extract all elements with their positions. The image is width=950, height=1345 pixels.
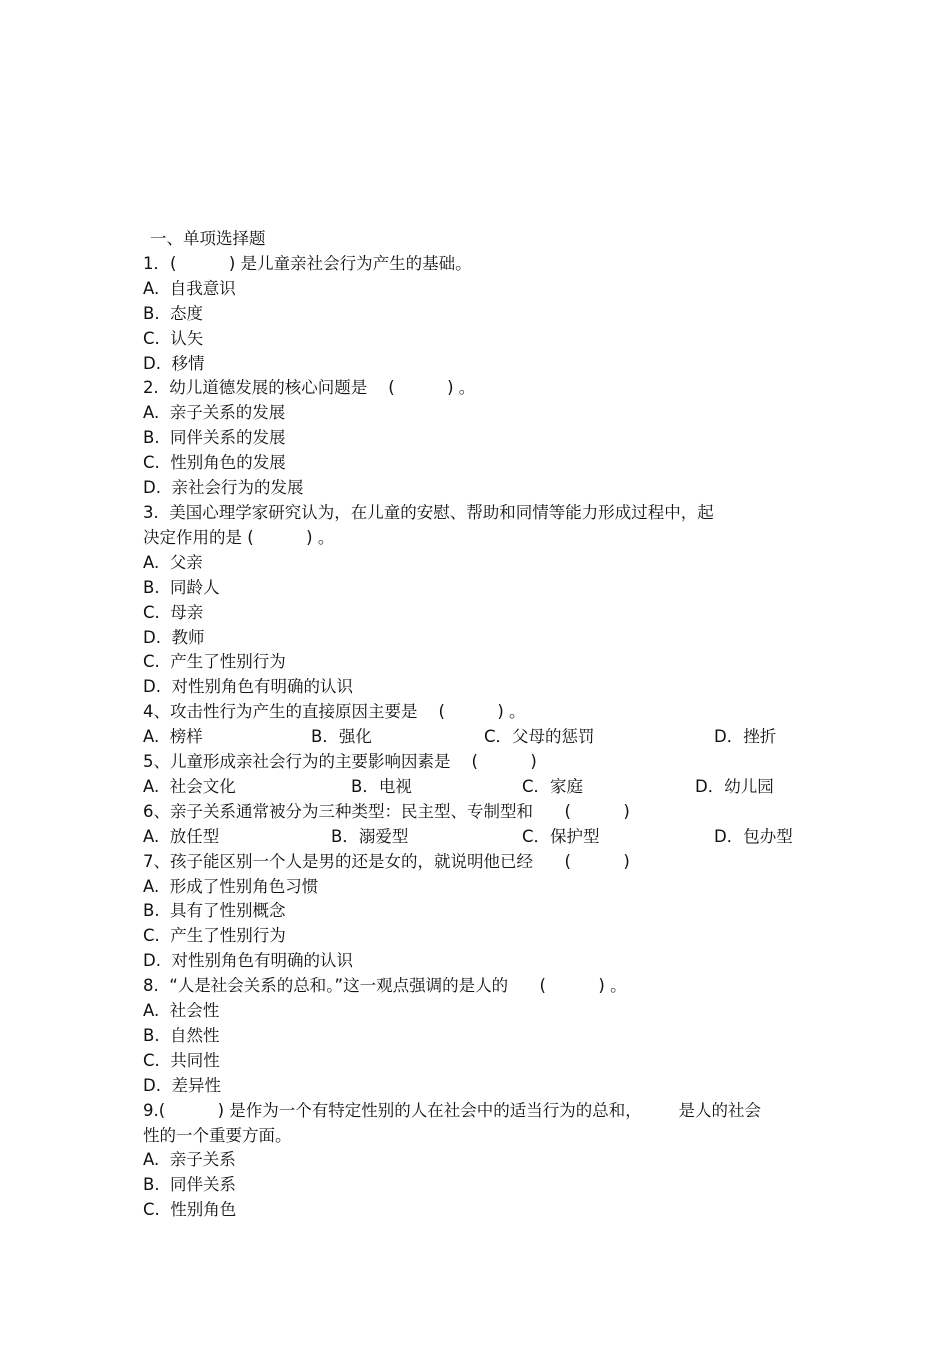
question-list	[143, 227, 823, 1223]
question-3-extra-option-d: D. 对性别角色有明确的认识	[143, 677, 353, 697]
question-3-extra-option-c: C. 产生了性别行为	[143, 652, 286, 672]
question-1-option-a: A. 自我意识	[143, 278, 236, 298]
question-7-option-c: C. 产生了性别行为	[143, 926, 286, 946]
question-7-option-b: B. 具有了性别概念	[143, 901, 286, 921]
question-3-option-c: C. 母亲	[143, 602, 204, 622]
question-9-stem-line-2: 性的一个重要方面。	[143, 1125, 292, 1145]
question-9-option-a: A. 亲子关系	[143, 1150, 236, 1170]
question-3-stem-line-2: 决定作用的是 ( ) 。	[143, 527, 335, 547]
question-5-option-d: D．幼儿园	[695, 776, 774, 796]
question-9-stem-line-1: 9.( ) 是作为一个有特定性别的人在社会中的适当行为的总和， 是人的社会	[143, 1100, 762, 1120]
question-4-option-b: B．强化	[311, 727, 372, 747]
question-6-option-d: D．包办型	[714, 826, 793, 846]
question-5-options	[143, 775, 823, 800]
question-1-option-b: B. 态度	[143, 303, 204, 323]
question-8-stem: 8. “人是社会关系的总和。”这一观点强调的是人的 ( ) 。	[143, 976, 627, 996]
question-4-options	[143, 725, 823, 750]
question-4-option-a: A. 榜样	[143, 727, 203, 747]
question-4-option-d: D．挫折	[714, 727, 777, 747]
question-8-option-d: D. 差异性	[143, 1075, 221, 1095]
question-6-option-a: A. 放任型	[143, 826, 220, 846]
question-2-option-c: C. 性别角色的发展	[143, 453, 286, 473]
question-3-option-b: B. 同龄人	[143, 577, 220, 597]
question-9-option-b: B. 同伴关系	[143, 1175, 237, 1195]
question-5-option-c: C．家庭	[522, 776, 584, 796]
question-1-option-d: D. 移情	[143, 353, 205, 373]
section-title: 一、单项选择题	[150, 229, 266, 248]
question-4-stem: 4、攻击性行为产生的直接原因主要是 ( ) 。	[143, 702, 526, 722]
question-2-option-a: A. 亲子关系的发展	[143, 403, 286, 423]
question-5-option-a: A. 社会文化	[143, 776, 236, 796]
question-5-option-b: B．电视	[351, 776, 412, 796]
question-6-stem: 6、亲子关系通常被分为三种类型：民主型、专制型和 ( )	[143, 801, 630, 821]
question-3-option-a: A. 父亲	[143, 552, 203, 572]
question-1-stem: 1．( ) 是儿童亲社会行为产生的基础。	[143, 253, 472, 273]
question-7-option-a: A. 形成了性别角色习惯	[143, 876, 319, 896]
question-3-stem-line-1: 3. 美国心理学家研究认为，在儿童的安慰、帮助和同情等能力形成过程中，起	[143, 502, 714, 522]
question-7-stem: 7、孩子能区别一个人是男的还是女的，就说明他已经 ( )	[143, 851, 630, 871]
question-7-option-d: D. 对性别角色有明确的认识	[143, 951, 353, 971]
question-9-option-c: C. 性别角色	[143, 1200, 237, 1220]
question-8-option-c: C. 共同性	[143, 1050, 220, 1070]
question-2-option-b: B. 同伴关系的发展	[143, 428, 286, 448]
question-6-option-c: C．保护型	[522, 826, 600, 846]
question-2-stem: 2. 幼儿道德发展的核心问题是 ( ) 。	[143, 378, 476, 398]
question-5-stem: 5、儿童形成亲社会行为的主要影响因素是 ( )	[143, 752, 537, 772]
question-2-option-d: D. 亲社会行为的发展	[143, 478, 304, 498]
question-1-option-c: C. 认矢	[143, 328, 204, 348]
question-6-options	[143, 825, 823, 850]
question-6-option-b: B．溺爱型	[331, 826, 409, 846]
question-8-option-b: B. 自然性	[143, 1025, 220, 1045]
question-8-option-a: A. 社会性	[143, 1001, 220, 1021]
question-3-option-d: D. 教师	[143, 627, 205, 647]
question-4-option-c: C．父母的惩罚	[484, 727, 595, 747]
